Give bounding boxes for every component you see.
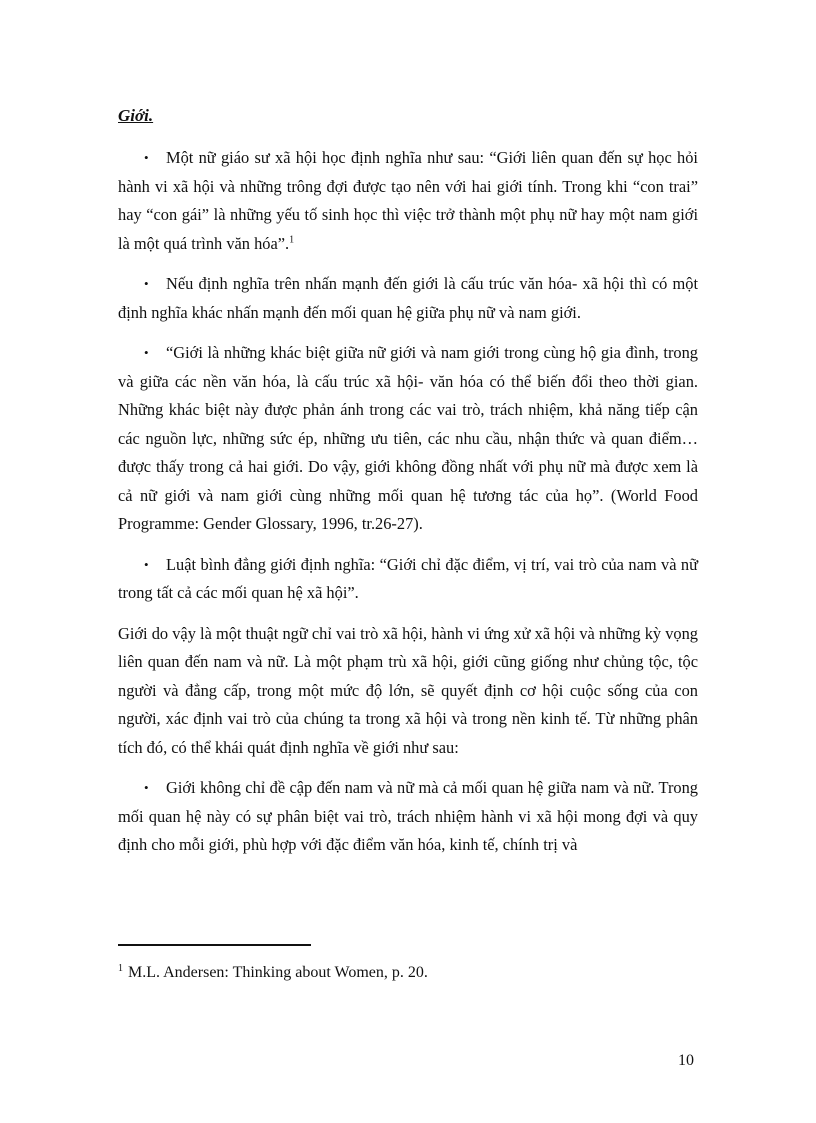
paragraph-5: [118, 620, 698, 763]
footnote-text: M.L. Andersen: Thinking about Women, p. 20.: [128, 964, 428, 981]
paragraph-4: [118, 551, 698, 608]
body-text: [118, 144, 698, 872]
paragraph-6: [118, 774, 698, 860]
paragraph-4-text: Luật bình đẳng giới định nghĩa: “Giới chỉ đặc điểm, vị trí, vai trò của nam và nữ trong tất cả các mối quan hệ xã hội”.: [118, 554, 698, 602]
paragraph-5-text: Giới do vậy là một thuật ngữ chỉ vai trò xã hội, hành vi ứng xử xã hội và những kỳ vọng liên quan đến nam và nữ. Là một phạm trù xã hội, giới cũng giống như chủng tộc, tộc người và đẳng cấp, trong một mức độ lớn, sẽ quyết định cơ hội cuộc sống của con người, xác định vai trò của chúng ta trong xã hội và trong nền kinh tế. Từ những phân tích đó, có thể khái quát định nghĩa về giới như sau:: [118, 623, 698, 757]
footnote: [118, 964, 428, 982]
paragraph-3-text: “Giới là những khác biệt giữa nữ giới và nam giới trong cùng hộ gia đình, trong và giữa các nền văn hóa, là cấu trúc xã hội- văn hóa có thể biến đổi theo thời gian. Những khác biệt này được phản ánh trong các vai trò, trách nhiệm, khả năng tiếp cận các nguồn lực, những sức ép, những ưu tiên, các nhu cầu, nhận thức và quan điểm…được thấy trong cả hai giới. Do vậy, giới không đồng nhất với phụ nữ mà được xem là cả nữ giới và nam giới cùng những mối quan hệ tương tác của họ”. (World Food Programme: Gender Glossary, 1996, tr.26-27).: [118, 343, 698, 533]
footnote-reference: 1: [289, 234, 295, 246]
paragraph-6-text: Giới không chỉ đề cập đến nam và nữ mà cả mối quan hệ giữa nam và nữ. Trong mối quan hệ này có sự phân biệt vai trò, trách nhiệm hành vi xã hội mong đợi và quy định cho mỗi giới, phù hợp với đặc điểm văn hóa, kinh tế, chính trị và: [118, 778, 698, 854]
footnote-divider: [118, 944, 311, 946]
section-heading: Giới.: [118, 106, 154, 125]
bullet-icon: •: [144, 150, 149, 165]
bullet-icon: •: [144, 345, 149, 360]
paragraph-1: [118, 144, 698, 258]
bullet-icon: •: [144, 556, 149, 572]
footnote-marker: 1: [118, 962, 123, 974]
paragraph-2: [118, 270, 698, 327]
bullet-icon: •: [144, 276, 149, 291]
page-number: 10: [678, 1052, 694, 1069]
bullet-icon: •: [144, 780, 149, 795]
paragraph-3: [118, 339, 698, 539]
paragraph-1-text: Một nữ giáo sư xã hội học định nghĩa như sau: “Giới liên quan đến sự học hỏi hành vi xã hội và những trông đợi được tạo nên với hai giới tính. Trong khi “con trai” hay “con gái” là những yếu tố sinh học thì việc trở thành một phụ nữ hay một nam giới là một quá trình văn hóa”.: [118, 148, 698, 253]
paragraph-2-text: Nếu định nghĩa trên nhấn mạnh đến giới là cấu trúc văn hóa- xã hội thì có một định nghĩa khác nhấn mạnh đến mối quan hệ giữa phụ nữ và nam giới.: [118, 274, 698, 322]
